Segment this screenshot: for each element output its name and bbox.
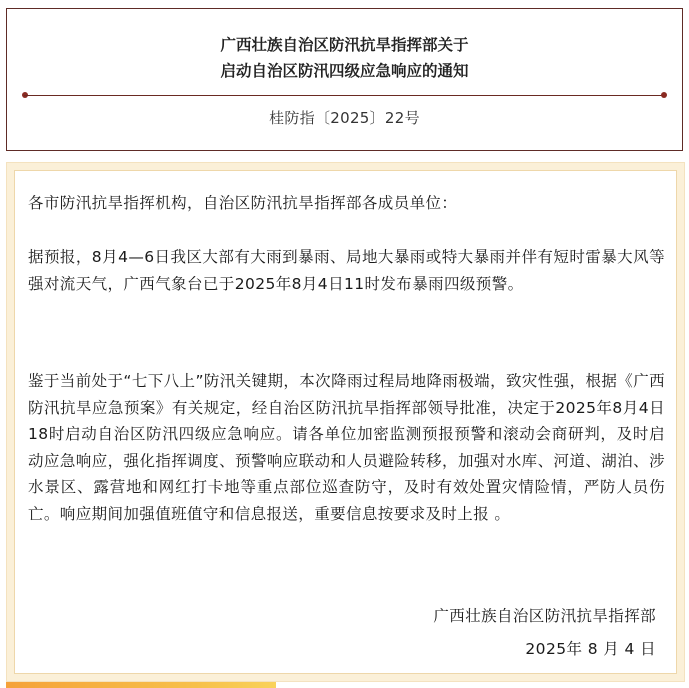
decorative-gradient-bar — [6, 682, 276, 688]
signature-organization: 广西壮族自治区防汛抗旱指挥部 — [433, 607, 656, 625]
notice-body-frame — [6, 162, 685, 682]
notice-header-card — [6, 8, 683, 151]
document-number: 桂防指〔2025〕22号 — [269, 109, 420, 127]
title-divider — [24, 95, 665, 96]
signature-date: 2025年 8 月 4 日 — [525, 640, 656, 658]
divider-dot-right-icon — [661, 92, 667, 98]
salutation: 各市防汛抗旱指挥机构，自治区防汛抗旱指挥部各成员单位： — [28, 194, 458, 212]
paragraph-response: 鉴于当前处于“七下八上”防汛关键期，本次降雨过程局地降雨极端，致灾性强，根据《广西防汛抗旱应急预案》有关规定，经自治区防汛抗旱指挥部领导批准，决定于2025年8月4日18时启动自治区防汛四级应急响应。请各单位加密监测预报预警和滚动会商研判，及时启动应急响应，强化指挥调度、预警响应联动和人员避险转移，加强对水库、河道、湖泊、涉水景区、露营地和网红打卡地等重点部位巡查防守，及时有效处置灾情险情，严防人员伤亡。响应期间加强值班值守和信息报送，重要信息按要求及时上报 。 — [28, 372, 665, 523]
paragraph-forecast: 据预报，8月4—6日我区大部有大雨到暴雨、局地大暴雨或特大暴雨并伴有短时雷暴大风等强对流天气，广西气象台已于2025年8月4日11时发布暴雨四级预警。 — [28, 248, 665, 293]
notice-body-panel — [14, 170, 677, 674]
title-line-2: 启动自治区防汛四级应急响应的通知 — [220, 62, 469, 80]
notice-title — [7, 32, 682, 84]
title-line-1: 广西壮族自治区防汛抗旱指挥部关于 — [220, 36, 469, 54]
